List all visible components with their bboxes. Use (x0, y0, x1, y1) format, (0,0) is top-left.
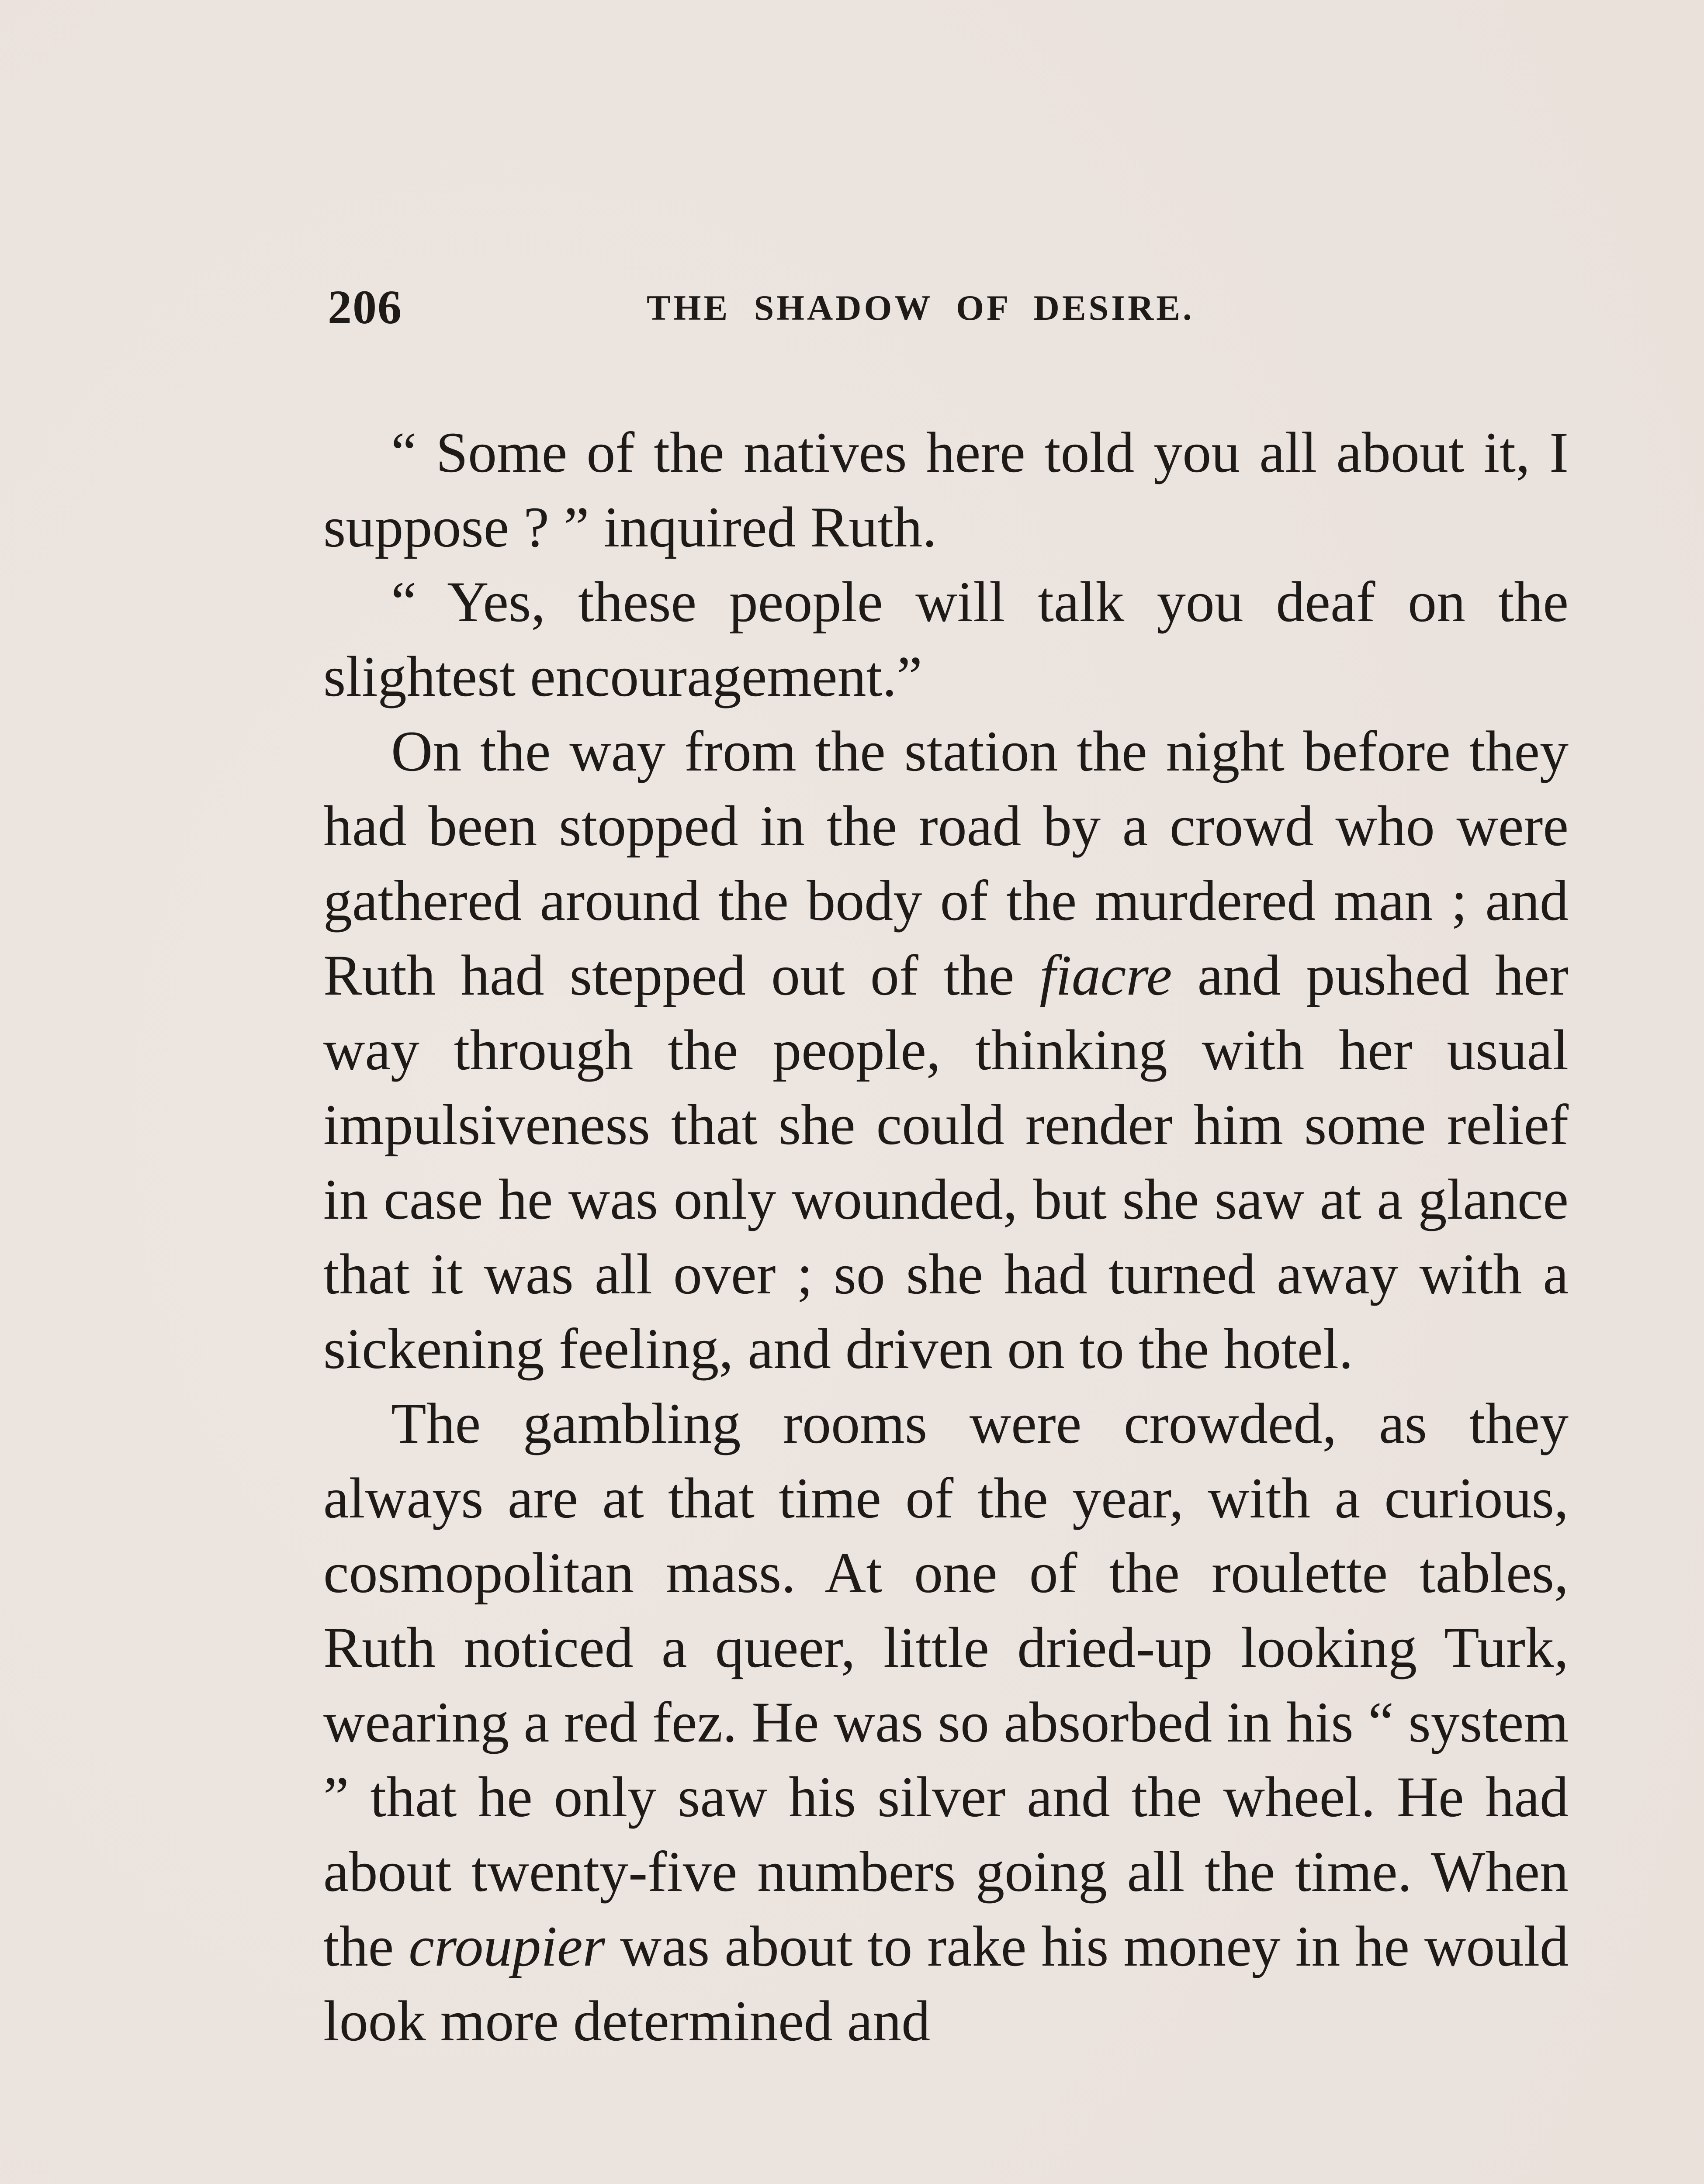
paragraph-text: The gambling rooms were crowded, as they always are at that time of the year, with a curious, cosmopolitan mass. At one of the roulette tables, Ruth noticed a queer, little dried-up looking Turk, wearing a red fez. He was so absorbed in his “ system ” that he only saw his silver and the wheel. He had about twenty-five numbers going all the time. When the (323, 1391, 1569, 1978)
paragraph: “ Some of the natives here told you all about it, I suppose ? ” inquired Ruth. (323, 420, 1569, 559)
running-title: THE SHADOW OF DESIRE. (647, 288, 1195, 328)
paragraph (323, 1386, 1569, 2058)
paragraph-text: was about to rake his money in he would look more determined and (323, 1914, 1569, 2053)
page-number: 206 (328, 280, 402, 334)
paragraph: “ Yes, these people will talk you deaf on the slightest encouragement.” (323, 570, 1569, 708)
italic-term: fiacre (1039, 943, 1172, 1007)
paragraph (323, 714, 1569, 1386)
paragraph-text: On the way from the station the night before they had been stopped in the road by a crowd who were gathered around the body of the murdered man ; and Ruth had stepped out of the (323, 719, 1569, 1007)
paragraph-text: and pushed her way through the people, thinking with her usual impulsiveness that she could render him some relief in case he was only wounded, but she saw at a glance that it was all over ; so she had turned away with a sickening feeling, and driven on to the hotel. (323, 943, 1569, 1381)
running-head (328, 280, 1573, 341)
italic-term: croupier (409, 1914, 605, 1978)
body-text (323, 415, 1569, 2058)
